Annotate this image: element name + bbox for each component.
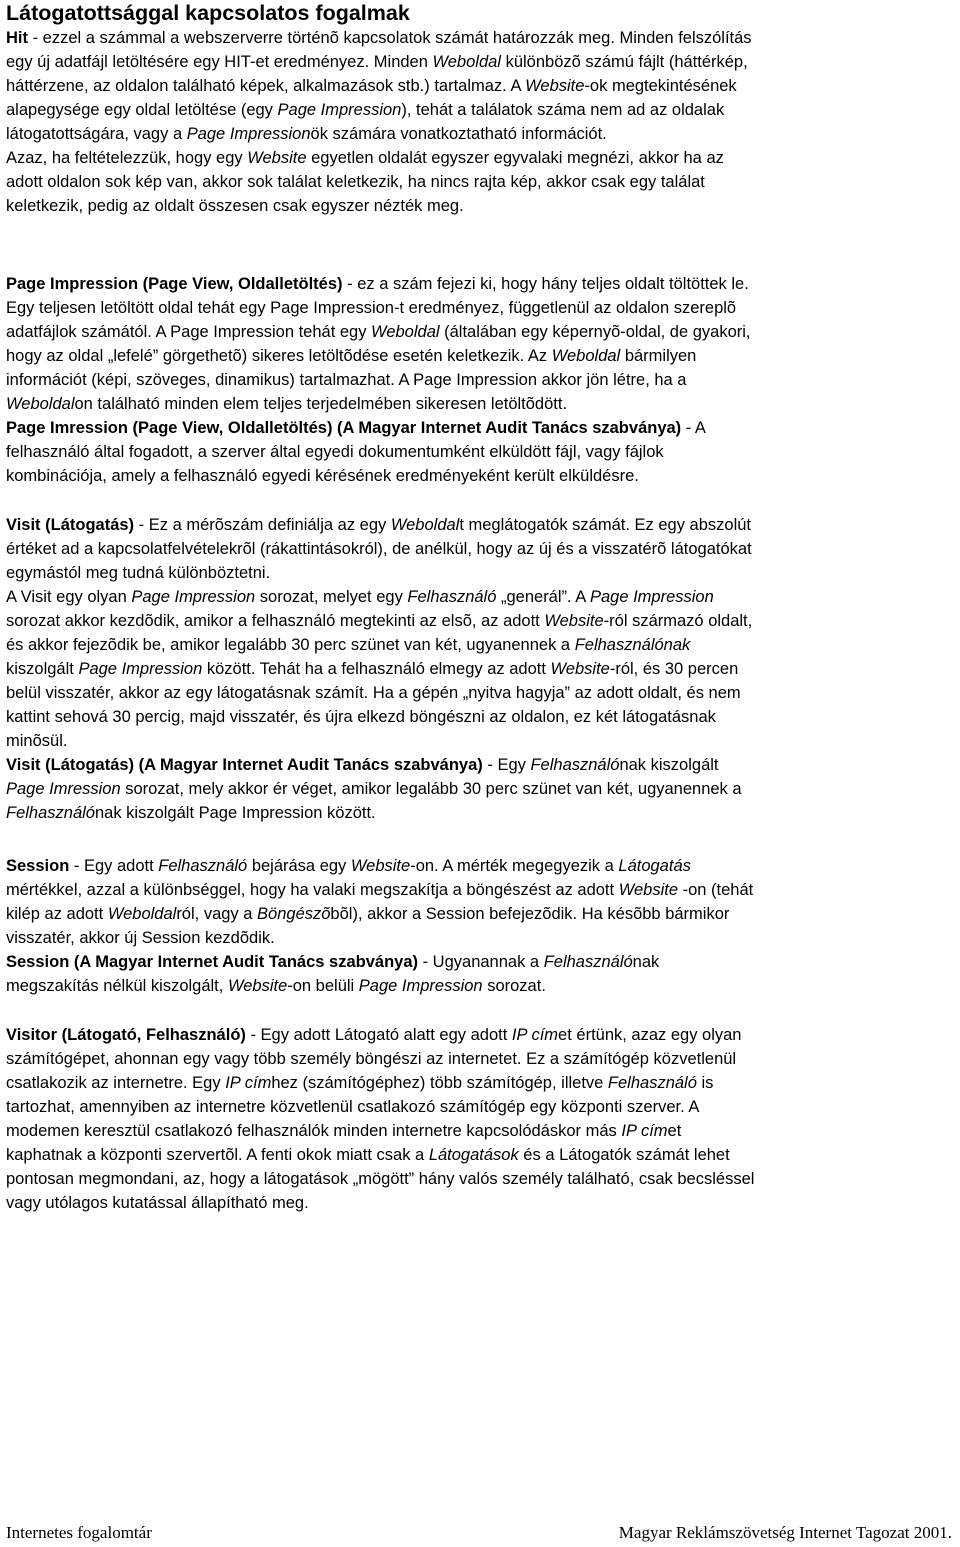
body-text: és a Látogatók számát lehet [518,1146,730,1164]
body-text: belül visszatér, akkor az egy látogatásnak számít. Ha a gépén „nyitva hagyja” az adott oldalt, és nem [6,684,741,702]
emphasis-text: Weboldal [107,905,177,923]
body-text: kilép az adott [6,905,108,923]
body-text: - A [681,419,706,437]
body-text: sorozat akkor kezdõdik, amikor a felhasználó megtekinti az elsõ, az adott [6,612,545,630]
section-visit [6,513,752,825]
body-text: adatfájlok számától. A Page Impression tehát egy [6,323,372,341]
body-text: -ról származó oldalt, [603,612,753,630]
emphasis-text: Felhasználó [607,1074,697,1092]
body-text: egymástól meg tudná különböztetni. [6,564,271,582]
emphasis-text: Látogatás [618,857,691,875]
emphasis-text: Böngészõ [257,905,331,923]
body-text: - Ugyanannak a [418,953,544,971]
body-text: csatlakozik az internetre. Egy [6,1074,226,1092]
body-text: - Ez a mérõszám definiálja az egy [134,516,391,534]
text-line [6,854,753,878]
body-text: sorozat, melyet egy [255,588,408,606]
emphasis-text: Website [618,881,678,899]
body-text: hez (számítógéphez) több számítógép, illetve [271,1074,608,1092]
section-visitor [6,1023,754,1215]
body-text: ról, vagy a [176,905,258,923]
text-line [6,1047,754,1071]
body-text: nak kiszolgált Page Impression között. [94,804,376,822]
emphasis-text: Website [247,149,307,167]
body-text: - Egy adott Látogató alatt egy adott [245,1026,512,1044]
text-line [6,1167,754,1191]
section-session [6,854,753,998]
text-line [6,513,752,537]
emphasis-text: Page Impression [277,101,402,119]
body-text: vagy utólagos kutatással állapítható meg. [6,1194,309,1212]
body-text: et [667,1122,682,1140]
body-text: kattint sehová 30 percig, majd visszatér, és újra elkezd böngészni az oldalon, ez két látogatásnak [6,708,716,726]
body-text: mértékkel, azzal a különbséggel, hogy ha valaki megszakítja a böngészést az adott [6,881,619,899]
text-line [6,296,751,320]
body-text: nak [632,953,660,971]
text-line [6,729,752,753]
emphasis-text: Felhasználó [543,953,633,971]
emphasis-text: Weboldal [390,516,460,534]
body-text: információt (képi, szöveges, dinamikus) tartalmazhat. A Page Impression akkor jön létre, ha a [6,371,687,389]
body-text: nak kiszolgált [619,756,719,774]
body-text: - Egy adott [69,857,159,875]
text-line [6,1143,754,1167]
text-line [6,681,752,705]
text-line [6,902,753,926]
body-text: -on belüli [287,977,359,995]
text-line [6,609,752,633]
emphasis-text: Felhasználó [6,804,95,822]
emphasis-text: Felhasználónak [574,636,691,654]
emphasis-text: Weboldal [551,347,621,365]
text-line [6,950,753,974]
page-title: Látogatottsággal kapcsolatos fogalmak [6,1,410,25]
emphasis-text: Felhasználó [530,756,620,774]
section-hit [6,26,752,218]
text-line [6,98,752,122]
text-line [6,753,752,777]
emphasis-text: Page Impression [358,977,483,995]
term-heading: Session [6,857,70,875]
emphasis-text: Page Impression [131,588,256,606]
text-line [6,50,752,74]
body-text: sorozat, mely akkor ér véget, amikor legalább 30 perc szünet van két, ugyanennek a [120,780,742,798]
body-text: látogatottságára, vagy a [6,125,187,143]
body-text: Egy teljesen letöltött oldal tehát egy Page Impression-t eredményez, függetlenül az oldalon szereplõ [6,299,737,317]
text-line [6,801,752,825]
body-text: -ról, és 30 percen [609,660,739,678]
body-text: modemen keresztül csatlakozó felhasználók minden internetre kapcsolódáskor más [6,1122,622,1140]
body-text: -on. A mérték megegyezik a [410,857,619,875]
term-heading: Visitor (Látogató, Felhasználó) [6,1026,246,1044]
emphasis-text: Weboldal [6,395,75,413]
body-text: ök számára vonatkoztatható információt. [310,125,607,143]
body-text: Azaz, ha feltételezzük, hogy egy [6,149,248,167]
body-text: -ok megtekintésének [584,77,737,95]
text-line [6,440,751,464]
body-text: adott oldalon sok kép van, akkor sok találat keletkezik, ha nincs rajta kép, akkor csak egy találat [6,173,705,191]
term-heading: Session (A Magyar Internet Audit Tanács szabványa) [6,953,419,971]
text-line [6,392,751,416]
footer-right: Magyar Reklámszövetség Internet Tagozat 2001. [618,1523,952,1542]
text-line [6,1023,754,1047]
text-line [6,464,751,488]
body-text: A Visit egy olyan [6,588,132,606]
body-text: különbözõ számú fájlt (háttérkép, [500,53,748,71]
body-text: t meglátogatók számát. Ez egy abszolút [459,516,751,534]
body-text: egyetlen oldalát egyszer egyvalaki megnézi, akkor ha az [306,149,724,167]
emphasis-text: IP cím [225,1074,272,1092]
text-line [6,878,753,902]
text-line [6,657,752,681]
body-text: és akkor fejezõdik be, amikor legalább 30 perc szünet van két, ugyanennek a [6,636,575,654]
text-line [6,1191,754,1215]
text-line [6,344,751,368]
body-text: -on (tehát [678,881,754,899]
emphasis-text: Weboldal [371,323,440,341]
body-text: keletkezik, pedig az oldalt összesen csak egyszer nézték meg. [6,197,464,215]
emphasis-text: Felhasználó [158,857,248,875]
emphasis-text: Page Impression [186,125,311,143]
emphasis-text: IP cím [621,1122,668,1140]
body-text: (általában egy képernyõ-oldal, de gyakori, [439,323,751,341]
body-text: számítógépet, ahonnan egy vagy több személy böngészi az internetet. Ez a számítógép közvetlenül [6,1050,737,1068]
text-line [6,272,751,296]
text-line [6,1071,754,1095]
text-line [6,320,751,344]
text-line [6,926,753,950]
text-line [6,537,752,561]
emphasis-text: Page Imression [6,780,121,798]
emphasis-text: Website [544,612,604,630]
emphasis-text: Website [227,977,288,995]
text-line [6,585,752,609]
section-page-impression [6,272,751,488]
emphasis-text: Website [525,77,585,95]
body-text: visszatér, akkor új Session kezdõdik. [6,929,275,947]
body-text: értéket ad a kapcsolatfelvételekrõl (rákattintásokról), de anélkül, hogy az új és a visszatérõ látogatókat [6,540,752,558]
body-text: bármilyen [620,347,697,365]
body-text: kiszolgált [6,660,79,678]
body-text: felhasználó által fogadott, a szerver által egyedi dokumentumként elküldött fájl, vagy fájlok [6,443,664,461]
text-line [6,705,752,729]
body-text: háttérzene, az oldalon található képek, alkalmazások stb.) tartalmaz. A [6,77,526,95]
emphasis-text: Page Impression [78,660,203,678]
body-text: minõsül. [6,732,68,750]
body-text: bejárása egy [247,857,351,875]
body-text: kombinációja, amely a felhasználó egyedi kérésének eredményeként került elküldésre. [6,467,639,485]
body-text: bõl), akkor a Session befejezõdik. Ha késõbb bármikor [330,905,730,923]
emphasis-text: Látogatások [428,1146,519,1164]
body-text: alapegysége egy oldal letöltése (egy [6,101,278,119]
term-heading: Visit (Látogatás) [6,516,135,534]
body-text: et értünk, azaz egy olyan [558,1026,742,1044]
text-line [6,26,752,50]
text-line [6,74,752,98]
body-text: - ezzel a számmal a webszerverre történõ kapcsolatok számát határozzák meg. Minden felszólítás [28,29,752,47]
body-text: hogy az oldal „lefelé” görgethetõ) sikeres letöltõdése esetén keletkezik. Az [6,347,552,365]
emphasis-text: Website [550,660,610,678]
body-text: között. Tehát ha a felhasználó elmegy az adott [202,660,551,678]
body-text: is [696,1074,714,1092]
text-line [6,1119,754,1143]
term-heading: Page Impression (Page View, Oldalletöltés) [6,275,343,293]
text-line [6,416,751,440]
body-text: egy új adatfájl letöltésére egy HIT-et eredményez. Minden [6,53,433,71]
text-line [6,633,752,657]
text-line [6,1095,754,1119]
body-text: pontosan megmondani, az, hogy a látogatások „mögött” hány valós személy található, csak becsléssel [6,1170,755,1188]
text-line [6,777,752,801]
body-text: - ez a szám fejezi ki, hogy hány teljes oldalt töltöttek le. [342,275,749,293]
text-line [6,368,751,392]
emphasis-text: Website [350,857,411,875]
emphasis-text: Felhasználó [407,588,497,606]
text-line [6,122,752,146]
text-line [6,561,752,585]
body-text: tartozhat, amennyiben az internetre közvetlenül csatlakozó számítógép egy központi szerver. A [6,1098,700,1116]
body-text: sorozat. [482,977,546,995]
emphasis-text: IP cím [511,1026,559,1044]
body-text: kaphatnak a központi szervertõl. A fenti okok miatt csak a [6,1146,429,1164]
text-line [6,194,752,218]
body-text: - Egy [482,756,531,774]
body-text: ), tehát a találatok száma nem ad az oldalak [401,101,725,119]
footer-left: Internetes fogalomtár [6,1523,152,1542]
body-text: on található minden elem teljes terjedelmében sikeresen letöltõdött. [74,395,568,413]
text-line [6,146,752,170]
body-text: „generál”. A [496,588,590,606]
text-line [6,974,753,998]
term-heading: Page Imression (Page View, Oldalletöltés) (A Magyar Internet Audit Tanács szabványa) [6,419,682,437]
emphasis-text: Weboldal [432,53,501,71]
term-heading: Visit (Látogatás) (A Magyar Internet Audit Tanács szabványa) [6,756,483,774]
emphasis-text: Page Impression [589,588,714,606]
term-heading: Hit [6,29,28,47]
body-text: megszakítás nélkül kiszolgált, [6,977,228,995]
text-line [6,170,752,194]
